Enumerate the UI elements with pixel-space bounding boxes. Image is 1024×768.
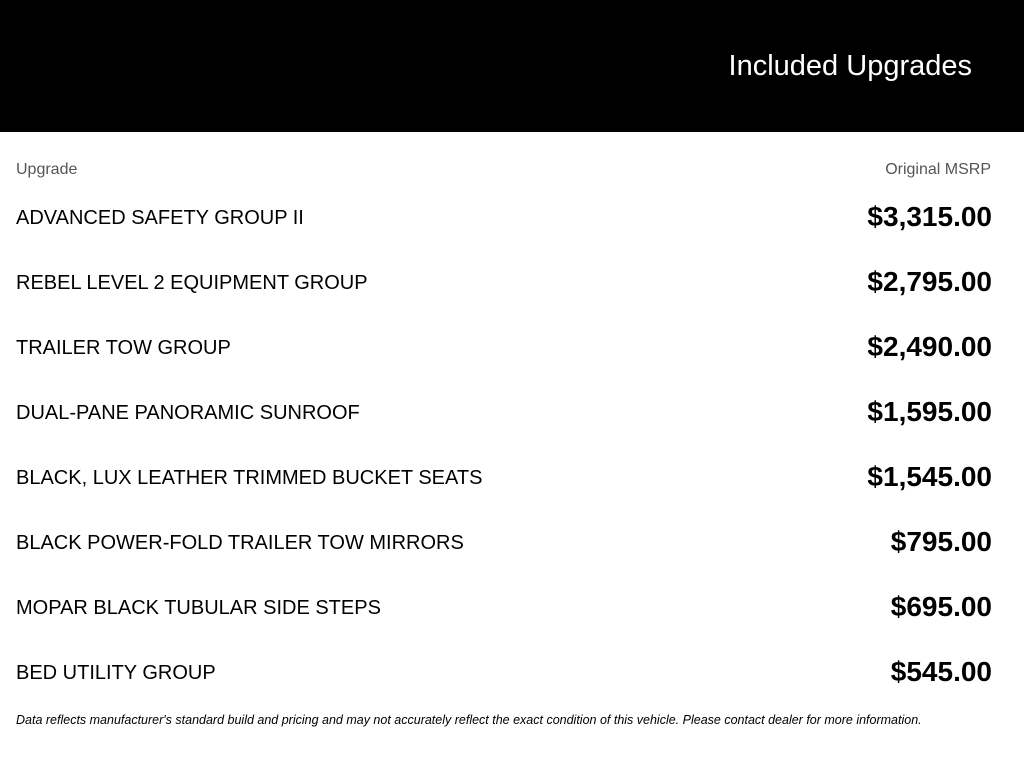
upgrade-price: $795.00 [890,526,992,557]
upgrade-name: BLACK POWER-FOLD TRAILER TOW MIRRORS [16,532,464,554]
list-item [0,445,1024,510]
upgrade-price: $545.00 [890,656,992,687]
list-item [0,185,1024,250]
msrp-column-header: Original MSRP [885,161,991,178]
list-item [0,315,1024,380]
upgrade-price: $695.00 [890,591,992,622]
upgrade-name: ADVANCED SAFETY GROUP II [16,207,304,229]
upgrade-name: TRAILER TOW GROUP [16,337,231,359]
disclaimer-text: Data reflects manufacturer's standard build and pricing and may not accurately reflect the exact condition of this vehicle. Please contact dealer for more information. [16,713,922,727]
upgrade-name: BLACK, LUX LEATHER TRIMMED BUCKET SEATS [16,467,483,489]
upgrade-price: $2,795.00 [867,266,992,297]
upgrade-name: BED UTILITY GROUP [16,662,216,684]
upgrade-name: REBEL LEVEL 2 EQUIPMENT GROUP [16,272,368,294]
upgrade-name: MOPAR BLACK TUBULAR SIDE STEPS [16,597,381,619]
list-item [0,640,1024,705]
upgrade-price: $1,595.00 [867,396,992,427]
list-item [0,250,1024,315]
upgrade-price: $2,490.00 [867,331,992,362]
upgrades-list [0,185,1024,705]
header-bar [0,0,1024,132]
list-item [0,380,1024,445]
upgrade-price: $1,545.00 [867,461,992,492]
upgrade-column-header: Upgrade [16,161,78,178]
list-item [0,510,1024,575]
page-title: Included Upgrades [728,50,972,82]
list-item [0,575,1024,640]
upgrade-name: DUAL-PANE PANORAMIC SUNROOF [16,402,360,424]
upgrade-price: $3,315.00 [867,201,992,232]
